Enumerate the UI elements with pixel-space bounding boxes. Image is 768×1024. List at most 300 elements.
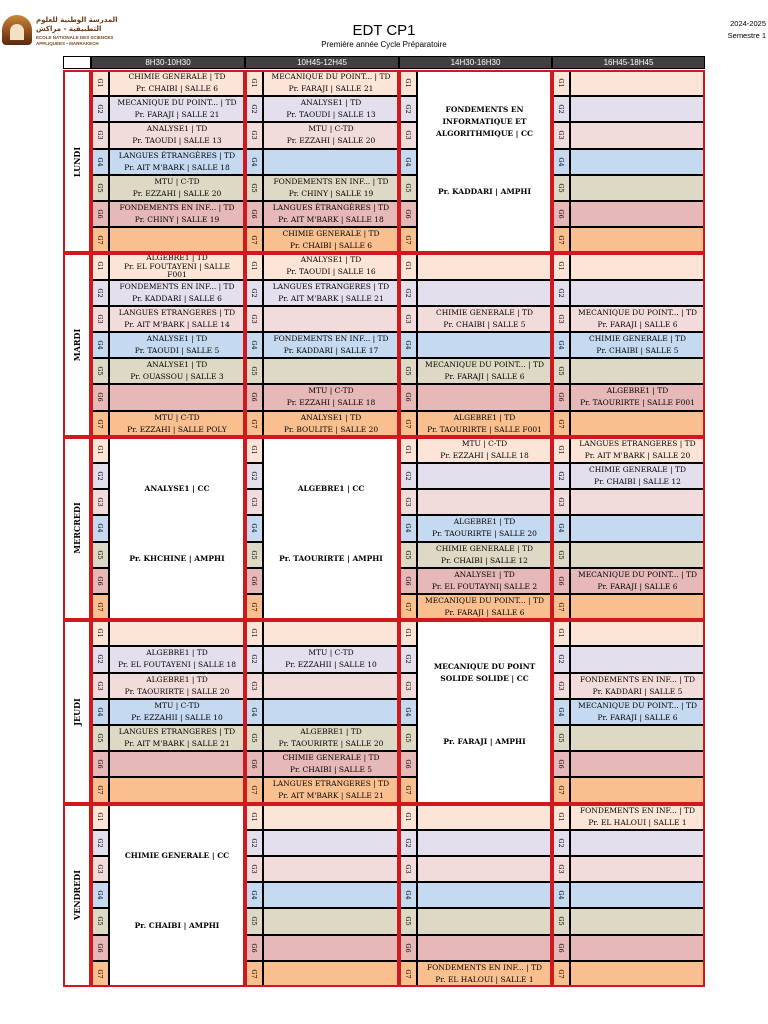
session-cell[interactable] [263, 751, 399, 777]
session-cell[interactable] [263, 175, 399, 201]
group-label: G2 [96, 654, 104, 665]
professor-room: Pr. CHAIBI | SALLE 5 [443, 319, 526, 329]
session-cell[interactable] [570, 568, 705, 594]
cc-session[interactable] [417, 620, 552, 803]
professor-room: Pr. EZZAHI | SALLE 20 [132, 188, 222, 198]
group-label-cell [245, 935, 263, 961]
group-label-cell [399, 175, 417, 201]
session-cell[interactable] [417, 594, 552, 620]
group-label: G1 [250, 78, 258, 88]
group-label: G2 [404, 838, 412, 848]
group-label-cell [399, 280, 417, 306]
cc-session[interactable] [109, 804, 245, 987]
session-cell[interactable] [109, 175, 245, 201]
group-label: G5 [250, 366, 258, 376]
group-label-cell [245, 777, 263, 803]
logo-arabic-line1: المدرسة الوطنية للعلوم [36, 16, 118, 24]
session-cell[interactable] [109, 253, 245, 279]
group-label-cell [245, 280, 263, 306]
empty-cell [570, 542, 705, 568]
group-label-cell [552, 620, 570, 646]
professor-room: Pr. CHAIBI | SALLE 12 [594, 477, 681, 486]
group-label: G1 [404, 78, 412, 88]
cc-professor: Pr. KHCHINE | AMPHI [129, 553, 225, 563]
session-cell[interactable] [109, 699, 245, 725]
empty-cell [263, 620, 399, 646]
group-label: G1 [404, 812, 412, 822]
empty-cell [570, 411, 705, 437]
logo-arabic-line2: التطبيقية - مراكش [36, 25, 102, 33]
session-cell[interactable] [109, 332, 245, 358]
group-label: G6 [404, 576, 412, 586]
group-label: G7 [250, 785, 258, 796]
group-label: G4 [250, 707, 258, 717]
empty-cell [263, 149, 399, 175]
course-label: ANALYSE1 | TD [300, 255, 362, 265]
group-label: G4 [250, 340, 258, 350]
session-cell[interactable] [263, 332, 399, 358]
group-label: G7 [250, 602, 258, 612]
session-cell[interactable] [109, 646, 245, 672]
empty-cell [109, 777, 245, 803]
empty-cell [109, 751, 245, 777]
cc-session[interactable] [417, 70, 552, 253]
group-label-cell [552, 568, 570, 594]
cc-title [114, 483, 240, 495]
group-label-cell [399, 122, 417, 148]
group-label: G5 [404, 550, 412, 560]
empty-cell [570, 96, 705, 122]
semester-label: Semestre 1 [727, 31, 766, 40]
course-label: MTU | C-TD [308, 648, 354, 658]
logo-french-line1: ÉCOLE NATIONALE DES SCIENCES [36, 35, 114, 40]
session-cell[interactable] [109, 122, 245, 148]
empty-cell [417, 489, 552, 515]
group-label: G5 [96, 916, 104, 927]
group-label: G5 [404, 366, 412, 376]
group-label: G2 [96, 288, 104, 298]
empty-cell [570, 751, 705, 777]
course-label: CHIMIE GENERALE | TD [282, 753, 380, 763]
group-label-cell [399, 463, 417, 489]
group-label: G6 [557, 209, 565, 219]
professor-room: Pr. AIT M'BARK | SALLE 18 [124, 162, 230, 172]
course-label: FONDEMENTS EN INF... | TD [579, 674, 696, 684]
empty-cell [417, 280, 552, 306]
session-cell[interactable] [109, 358, 245, 384]
group-label: G4 [557, 157, 565, 167]
professor-room: Pr. AIT M'BARK | SALLE 20 [584, 450, 691, 460]
group-label: G7 [96, 785, 104, 796]
session-cell[interactable] [263, 227, 399, 253]
session-cell[interactable] [417, 542, 552, 568]
group-label-cell [552, 489, 570, 515]
group-label-cell [552, 777, 570, 803]
session-cell[interactable] [570, 463, 705, 489]
group-label-cell [399, 594, 417, 620]
group-label: G4 [250, 157, 258, 167]
empty-cell [570, 830, 705, 856]
group-label-cell [245, 751, 263, 777]
cc-professor: Pr. TAOURIRTE | AMPHI [279, 553, 383, 563]
empty-cell [570, 227, 705, 253]
session-cell[interactable] [570, 673, 705, 699]
group-label: G6 [557, 576, 565, 586]
professor-room: Pr. FARAJI | SALLE 6 [597, 319, 678, 329]
group-label: G6 [557, 392, 565, 403]
session-cell[interactable] [417, 568, 552, 594]
group-label-cell [552, 908, 570, 934]
group-label: G2 [250, 104, 258, 114]
group-label: G5 [557, 733, 565, 743]
professor-room: Pr. TAOUDI | SALLE 5 [134, 346, 220, 355]
group-label-cell [552, 804, 570, 830]
group-label: G2 [96, 838, 104, 848]
empty-cell [570, 175, 705, 201]
session-cell[interactable] [109, 673, 245, 699]
group-label-cell [399, 358, 417, 384]
session-cell[interactable] [263, 70, 399, 96]
professor-room: Pr. FARAJI | SALLE 6 [444, 608, 525, 617]
group-label-cell [245, 332, 263, 358]
group-label: G3 [404, 314, 412, 324]
course-label: MECANIQUE DU POINT... | TD [271, 72, 391, 81]
group-label: G4 [404, 157, 412, 167]
group-label-cell [552, 149, 570, 175]
session-cell[interactable] [263, 384, 399, 410]
course-label: LANGUES ÉTRANGÈRES | TD [272, 203, 390, 212]
group-label: G1 [404, 445, 412, 455]
cc-session[interactable] [263, 437, 399, 620]
session-cell[interactable] [263, 253, 399, 279]
group-label: G1 [250, 628, 258, 638]
cc-title-line: SOLIDE SOLIDE | CC [440, 673, 529, 683]
professor-room: Pr. EZZAHI | SALLE POLY [127, 424, 227, 434]
cc-title-line: ANALYSE1 | CC [144, 484, 210, 494]
group-label-cell [399, 306, 417, 332]
group-label-cell [91, 725, 109, 751]
session-cell[interactable] [109, 96, 245, 122]
group-label-cell [552, 830, 570, 856]
professor-room: Pr. EZZAHI | SALLE 20 [286, 136, 376, 146]
session-cell[interactable] [570, 437, 705, 463]
course-label: ALGEBRE1 | TD [453, 412, 516, 422]
group-label: G2 [96, 471, 104, 481]
group-label-cell [399, 568, 417, 594]
session-cell[interactable] [263, 411, 399, 437]
group-label-cell [552, 411, 570, 437]
professor-room: Pr. CHINY | SALLE 19 [288, 188, 374, 198]
group-label: G7 [96, 419, 104, 429]
group-label: G5 [96, 366, 104, 376]
day-jeudi [63, 620, 91, 803]
cc-title-line: INFORMATIQUE ET [442, 117, 527, 127]
empty-cell [417, 830, 552, 856]
group-label-cell [91, 804, 109, 830]
group-label: G1 [557, 261, 565, 272]
day-vendredi [63, 804, 91, 987]
group-label: G4 [557, 707, 565, 717]
session-cell[interactable] [417, 306, 552, 332]
empty-cell [570, 515, 705, 541]
session-cell[interactable] [570, 306, 705, 332]
group-label: G3 [250, 497, 258, 507]
group-label: G3 [96, 681, 104, 691]
group-label-cell [245, 227, 263, 253]
empty-cell [109, 227, 245, 253]
group-label-cell [399, 253, 417, 279]
session-cell[interactable] [263, 777, 399, 803]
empty-cell [263, 306, 399, 332]
group-label: G6 [557, 943, 565, 953]
group-label: G3 [557, 314, 565, 324]
group-label-cell [399, 673, 417, 699]
group-label: G2 [96, 104, 104, 114]
course-label: FONDEMENTS EN INF... | TD [273, 334, 389, 343]
course-label: MECANIQUE DU POINT... | TD [117, 98, 237, 108]
group-label-cell [91, 961, 109, 987]
session-cell[interactable] [417, 961, 552, 987]
group-label: G2 [557, 654, 565, 665]
empty-cell [570, 122, 705, 148]
course-label: ALGEBRE1 | TD [146, 674, 208, 684]
group-label: G7 [96, 235, 104, 245]
cc-title [422, 104, 547, 140]
group-label-cell [245, 646, 263, 672]
session-cell[interactable] [109, 201, 245, 227]
session-cell[interactable] [263, 646, 399, 672]
group-label-cell [245, 961, 263, 987]
session-cell[interactable] [263, 122, 399, 148]
course-label: ANALYSE1 | TD [146, 124, 208, 134]
session-cell[interactable] [570, 384, 705, 410]
empty-cell [417, 882, 552, 908]
cc-professor: Pr. KADDARI | AMPHI [437, 187, 532, 197]
group-label: G5 [557, 366, 565, 376]
slot-header: 8H30-10H30 [91, 56, 245, 69]
group-label: G5 [557, 550, 565, 560]
group-label-cell [91, 306, 109, 332]
group-label: G5 [96, 550, 104, 560]
group-label-cell [552, 201, 570, 227]
cc-session[interactable] [109, 437, 245, 620]
group-label: G5 [557, 183, 565, 193]
group-label-cell [399, 332, 417, 358]
empty-cell [417, 908, 552, 934]
professor-room: Pr. AIT M'BARK | SALLE 21 [278, 791, 384, 801]
course-label: LANGUES ETRANGERES | TD [272, 779, 390, 789]
empty-cell [417, 856, 552, 882]
professor-room: Pr. CHAIBI | SALLE 6 [289, 241, 373, 251]
cc-title-line: ALGORITHMIQUE | CC [436, 129, 533, 139]
course-label: LANGUES ÉTRANGÈRES | TD [118, 150, 236, 160]
empty-cell [109, 620, 245, 646]
empty-cell [109, 384, 245, 410]
professor-room: Pr. EL FOUTAYENI | SALLE 18 [118, 660, 236, 670]
group-label-cell [91, 908, 109, 934]
group-label: G7 [557, 785, 565, 796]
group-label-cell [399, 882, 417, 908]
group-label: G6 [557, 759, 565, 769]
group-label-cell [399, 149, 417, 175]
group-label-cell [91, 384, 109, 410]
empty-cell [417, 935, 552, 961]
group-label-cell [552, 673, 570, 699]
cc-title-line: MECANIQUE DU POINT [433, 661, 536, 671]
group-label: G4 [404, 707, 412, 717]
group-label: G6 [96, 759, 104, 769]
empty-cell [570, 594, 705, 620]
group-label-cell [91, 699, 109, 725]
professor-room: Pr. FARAJI | SALLE 21 [288, 84, 374, 93]
group-label-cell [399, 542, 417, 568]
group-label: G4 [96, 157, 104, 167]
group-label: G7 [250, 235, 258, 245]
group-label-cell [399, 227, 417, 253]
course-label: FONDEMENTS EN INF... | TD [273, 176, 389, 186]
group-label-cell [399, 751, 417, 777]
group-label-cell [91, 411, 109, 437]
session-cell[interactable] [109, 306, 245, 332]
group-label-cell [399, 646, 417, 672]
session-cell[interactable] [109, 149, 245, 175]
group-label-cell [399, 777, 417, 803]
session-cell[interactable] [417, 437, 552, 463]
session-cell[interactable] [417, 411, 552, 437]
group-label-cell [399, 201, 417, 227]
group-label-cell [245, 856, 263, 882]
group-label: G6 [96, 943, 104, 953]
session-cell[interactable] [263, 96, 399, 122]
group-label-cell [245, 306, 263, 332]
group-label-cell [552, 437, 570, 463]
group-label-cell [245, 620, 263, 646]
group-label: G2 [404, 471, 412, 481]
session-cell[interactable] [109, 70, 245, 96]
group-label-cell [552, 306, 570, 332]
group-label-cell [91, 437, 109, 463]
professor-room: Pr. FARAJI | SALLE 6 [597, 712, 678, 722]
group-label: G2 [250, 288, 258, 298]
group-label: G7 [557, 602, 565, 612]
group-label-cell [552, 961, 570, 987]
session-cell[interactable] [263, 280, 399, 306]
group-label: G3 [250, 314, 258, 324]
group-label-cell [552, 384, 570, 410]
empty-cell [263, 673, 399, 699]
professor-room: F001 [167, 271, 187, 280]
group-label: G1 [96, 812, 104, 822]
session-cell[interactable] [570, 804, 705, 830]
course-label: ALGEBRE1 | TD [606, 386, 669, 396]
group-label-cell [552, 594, 570, 620]
group-label: G6 [96, 392, 104, 403]
cc-title [114, 850, 240, 862]
group-label-cell [91, 646, 109, 672]
group-label: G6 [250, 759, 258, 769]
group-label-cell [399, 437, 417, 463]
group-label: G3 [250, 864, 258, 874]
group-label-cell [91, 935, 109, 961]
group-label: G6 [96, 209, 104, 219]
group-label: G5 [250, 916, 258, 927]
group-label-cell [91, 358, 109, 384]
group-label-cell [552, 725, 570, 751]
group-label-cell [245, 882, 263, 908]
group-label-cell [399, 411, 417, 437]
group-label: G6 [250, 392, 258, 403]
course-label: ALGEBRE1 | TD [453, 517, 516, 527]
session-cell[interactable] [570, 332, 705, 358]
group-label: G2 [557, 288, 565, 298]
group-label: G1 [96, 445, 104, 455]
course-label: CHIMIE GENERALE | TD [282, 229, 380, 239]
course-label: ANALYSE1 | TD [300, 98, 362, 108]
course-label: MECANIQUE DU POINT... | TD [425, 596, 544, 605]
session-cell[interactable] [109, 725, 245, 751]
empty-cell [263, 358, 399, 384]
group-label-cell [552, 646, 570, 672]
group-label-cell [91, 777, 109, 803]
group-label: G6 [404, 209, 412, 219]
session-cell[interactable] [109, 280, 245, 306]
group-label: G4 [96, 340, 104, 350]
session-cell[interactable] [417, 515, 552, 541]
empty-cell [263, 908, 399, 934]
group-label-cell [399, 961, 417, 987]
professor-room: Pr. TAOUDI | SALLE 16 [286, 267, 376, 277]
group-label-cell [245, 830, 263, 856]
group-label-cell [91, 70, 109, 96]
professor-room: Pr. EZZAHII | SALLE 10 [131, 712, 223, 722]
session-cell[interactable] [263, 725, 399, 751]
empty-cell [570, 70, 705, 96]
empty-cell [570, 961, 705, 987]
professor-room: Pr. CHINY | SALLE 19 [134, 215, 220, 224]
professor-room: Pr. CHAIBI | SALLE 12 [441, 555, 528, 565]
empty-cell [570, 882, 705, 908]
session-cell[interactable] [109, 411, 245, 437]
empty-cell [570, 725, 705, 751]
group-label: G4 [96, 707, 104, 717]
group-label: G1 [557, 445, 565, 455]
empty-cell [263, 830, 399, 856]
group-label-cell [245, 463, 263, 489]
group-label: G6 [250, 576, 258, 586]
course-label: FONDEMENTS EN INF... | TD [119, 203, 235, 212]
day-label: MARDI [72, 328, 82, 362]
empty-cell [570, 620, 705, 646]
session-cell[interactable] [263, 201, 399, 227]
course-label: ALGEBRE1 | TD [300, 727, 362, 736]
page-title: EDT CP1 [352, 22, 416, 39]
group-label-cell [552, 358, 570, 384]
group-label: G2 [404, 654, 412, 665]
session-cell[interactable] [570, 699, 705, 725]
group-label: G2 [404, 104, 412, 114]
group-label: G1 [557, 78, 565, 88]
group-label: G5 [404, 183, 412, 193]
course-label: CHIMIE GENERALE | TD [435, 307, 534, 317]
session-cell[interactable] [417, 358, 552, 384]
group-label-cell [552, 856, 570, 882]
group-label: G4 [250, 523, 258, 534]
group-label-cell [399, 384, 417, 410]
group-label-cell [552, 280, 570, 306]
cc-title-line: CHIMIE GENERALE | CC [124, 850, 230, 860]
group-label-cell [91, 856, 109, 882]
cc-title-line: FONDEMENTS EN [445, 105, 524, 115]
